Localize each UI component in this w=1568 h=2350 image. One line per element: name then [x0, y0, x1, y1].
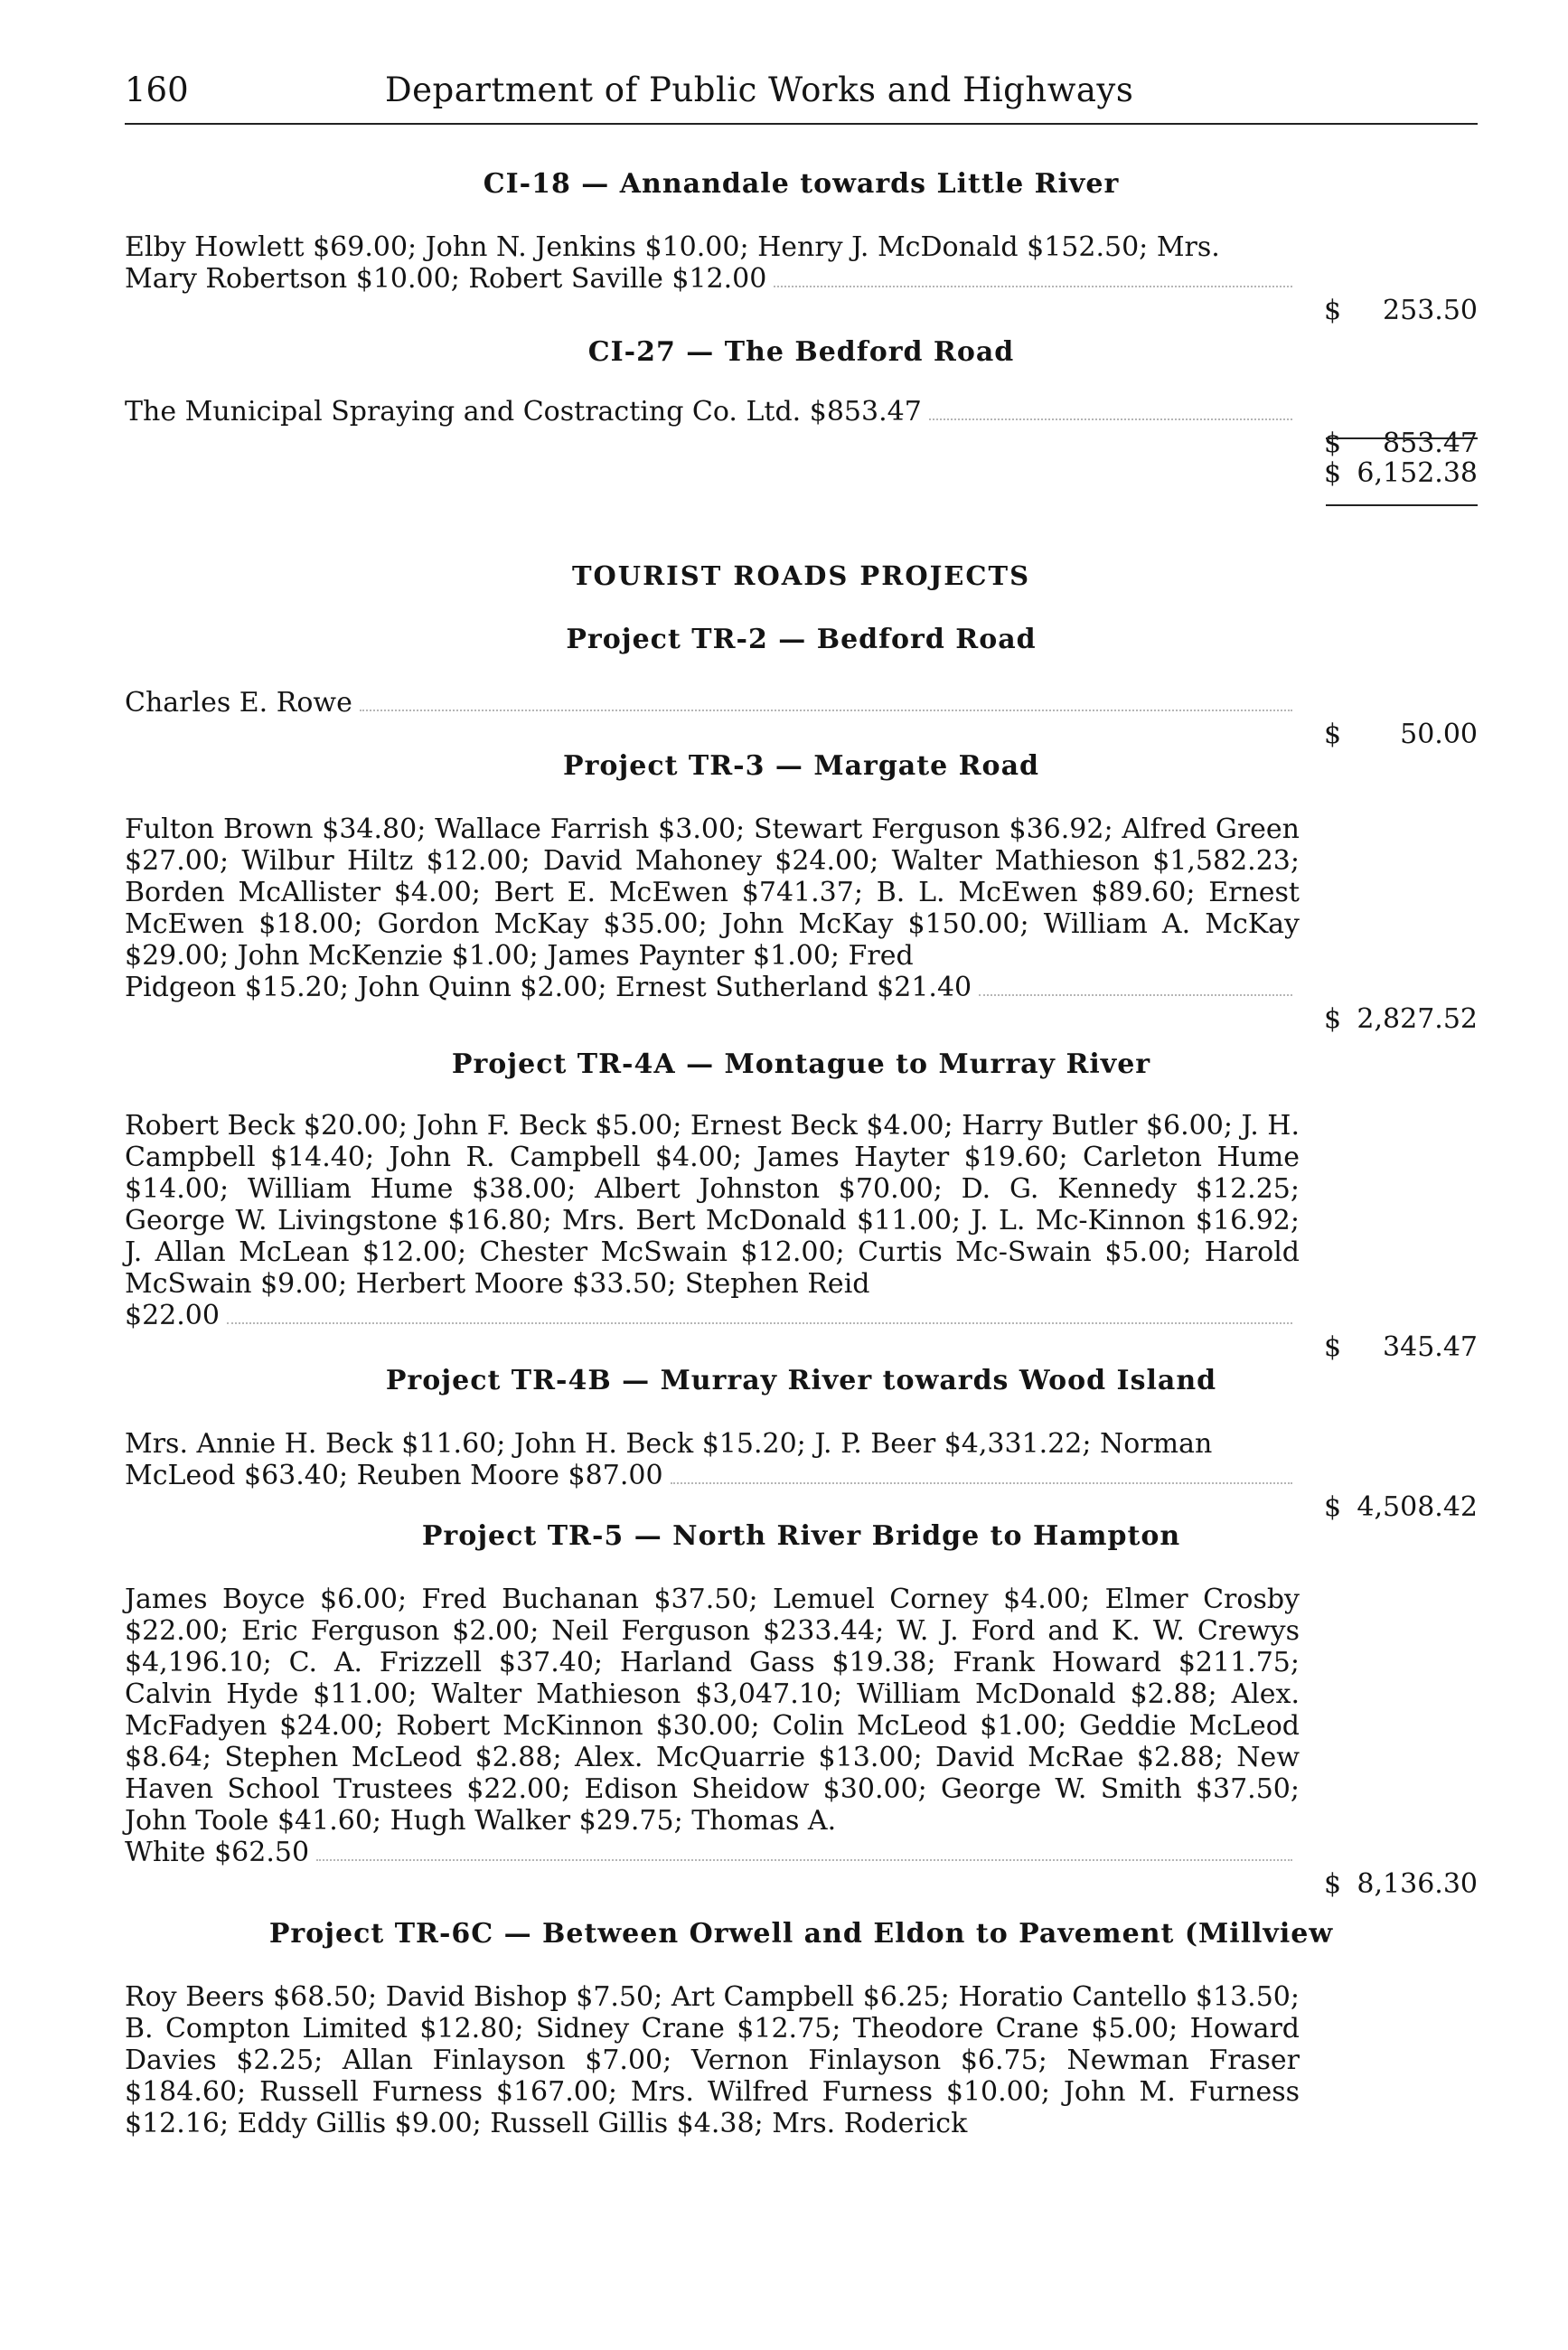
section-heading-tr3: Project TR-3 — Margate Road [563, 750, 1039, 782]
currency-sign: $ [1324, 295, 1342, 326]
entry-text: Mary Robertson $10.00; Robert Saville $12.00 [125, 263, 767, 295]
entry-text: White $62.50 [125, 1837, 310, 1868]
entry-text: McLeod $63.40; Reuben Moore $87.00 [125, 1460, 663, 1491]
entry-last-line [125, 1460, 1300, 1491]
dot-leader [671, 1460, 1292, 1484]
currency-sign: $ [1324, 457, 1342, 489]
entry-line: Mrs. Annie H. Beck $11.60; John H. Beck $15.20; J. P. Beer $4,331.22; Norman [125, 1428, 1213, 1460]
entry-last-line [125, 687, 1300, 719]
subtotal-value: 6,152.38 [1357, 457, 1478, 489]
dot-leader [227, 1300, 1292, 1324]
entry-body: Robert Beck $20.00; John F. Beck $5.00; Ernest Beck $4.00; Harry Butler $6.00; J. H. Campbell $14.40; John R. Campbell $4.00; James Hayter $19.60; Carleton Hume $14.00; William Hume $38.00; Albert Johnston $70.00; D. G. Kennedy $12.25; George W. Livingstone $16.80; Mrs. Bert McDonald $11.00; J. L. Mc-Kinnon $16.92; J. Allan McLean $12.00; Chester McSwain $12.00; Curtis Mc-Swain $5.00; Harold McSwain $9.00; Herbert Moore $33.50; Stephen Reid [125, 1110, 1300, 1300]
subtotal-rule-bottom [1326, 504, 1478, 506]
entry-text: $22.00 [125, 1300, 220, 1331]
page [125, 65, 1478, 2139]
amount-value: 2,827.52 [1357, 1003, 1478, 1035]
entry-tr5 [125, 1584, 1478, 1900]
currency-sign: $ [1324, 1491, 1342, 1523]
section-heading-tr2: Project TR-2 — Bedford Road [566, 624, 1037, 655]
section-heading-tr5: Project TR-5 — North River Bridge to Hampton [421, 1520, 1181, 1552]
amount-value: 853.47 [1383, 428, 1478, 459]
tourist-roads-heading: TOURIST ROADS PROJECTS [571, 560, 1031, 591]
entry-last-line [125, 396, 1300, 428]
entry-last-line [125, 1837, 1300, 1868]
currency-sign: $ [1324, 1003, 1342, 1035]
dot-leader [360, 687, 1292, 711]
entry-last-line [125, 1300, 1300, 1331]
amount-value: 345.47 [1383, 1331, 1478, 1363]
entry-body: James Boyce $6.00; Fred Buchanan $37.50; Lemuel Corney $4.00; Elmer Crosby $22.00; Eric Ferguson $2.00; Neil Ferguson $233.44; W. J. Ford and K. W. Crewys $4,196.10; C. A. Frizzell $37.40; Harland Gass $19.38; Frank Howard $211.75; Calvin Hyde $11.00; Walter Mathieson $3,047.10; William McDonald $2.88; Alex. McFadyen $24.00; Robert McKinnon $30.00; Colin McLeod $1.00; Geddie McLeod $8.64; Stephen McLeod $2.88; Alex. McQuarrie $13.00; David McRae $2.88; New Haven School Trustees $22.00; Edison Sheidow $30.00; George W. Smith $37.50; John Toole $41.60; Hugh Walker $29.75; Thomas A. [125, 1584, 1300, 1837]
amount-value: 50.00 [1400, 719, 1478, 750]
subtotal [1324, 457, 1478, 489]
entry-ci18 [125, 231, 1478, 326]
dot-leader [929, 396, 1292, 420]
currency-sign: $ [1324, 719, 1342, 750]
page-header [125, 65, 1478, 125]
entry-tr4a [125, 1110, 1478, 1363]
entry-tr2 [125, 687, 1478, 750]
currency-sign: $ [1324, 1331, 1342, 1363]
running-head: Department of Public Works and Highways [385, 70, 1134, 109]
entry-tr6c [125, 1981, 1478, 2139]
amount-value: 4,508.42 [1357, 1491, 1478, 1523]
entry-body: Fulton Brown $34.80; Wallace Farrish $3.00; Stewart Ferguson $36.92; Alfred Green $27.00; Wilbur Hiltz $12.00; David Mahoney $24.00; Walter Mathieson $1,582.23; Borden McAllister $4.00; Bert E. McEwen $741.37; B. L. McEwen $89.60; Ernest McEwen $18.00; Gordon McKay $35.00; John McKay $150.00; William A. McKay $29.00; John McKenzie $1.00; James Paynter $1.00; Fred [125, 813, 1300, 972]
section-heading-ci18: CI-18 — Annandale towards Little River [483, 168, 1120, 200]
section-heading-tr6c: Project TR-6C — Between Orwell and Eldon to Pavement (Millview [268, 1918, 1334, 1950]
entry-last-line [125, 972, 1300, 1003]
currency-sign: $ [1324, 1868, 1342, 1900]
section-heading-ci27: CI-27 — The Bedford Road [587, 336, 1015, 368]
section-heading-tr4b: Project TR-4B — Murray River towards Wood Island [385, 1365, 1217, 1396]
currency-sign: $ [1324, 428, 1342, 459]
dot-leader [316, 1837, 1292, 1861]
entry-text: Charles E. Rowe [125, 687, 352, 719]
subtotal-rule-top [1326, 437, 1478, 439]
amount-value: 253.50 [1383, 295, 1478, 326]
dot-leader [979, 972, 1292, 996]
page-number: 160 [125, 70, 189, 109]
entry-line: Elby Howlett $69.00; John N. Jenkins $10.00; Henry J. McDonald $152.50; Mrs. [125, 231, 1220, 263]
entry-tr4b [125, 1428, 1478, 1523]
entry-text: The Municipal Spraying and Costracting Co. Ltd. $853.47 [125, 396, 922, 428]
entry-ci27 [125, 396, 1478, 459]
entry-last-line [125, 263, 1300, 295]
entry-tr3 [125, 813, 1478, 1035]
amount-value: 8,136.30 [1357, 1868, 1478, 1900]
section-heading-tr4a: Project TR-4A — Montague to Murray River [451, 1048, 1151, 1080]
entry-body: Roy Beers $68.50; David Bishop $7.50; Art Campbell $6.25; Horatio Cantello $13.50; B. Compton Limited $12.80; Sidney Crane $12.75; Theodore Crane $5.00; Howard Davies $2.25; Allan Finlayson $7.00; Vernon Finlayson $6.75; Newman Fraser $184.60; Russell Furness $167.00; Mrs. Wilfred Furness $10.00; John M. Furness $12.16; Eddy Gillis $9.00; Russell Gillis $4.38; Mrs. Roderick [125, 1981, 1300, 2139]
dot-leader [774, 263, 1292, 287]
entry-text: Pidgeon $15.20; John Quinn $2.00; Ernest Sutherland $21.40 [125, 972, 972, 1003]
